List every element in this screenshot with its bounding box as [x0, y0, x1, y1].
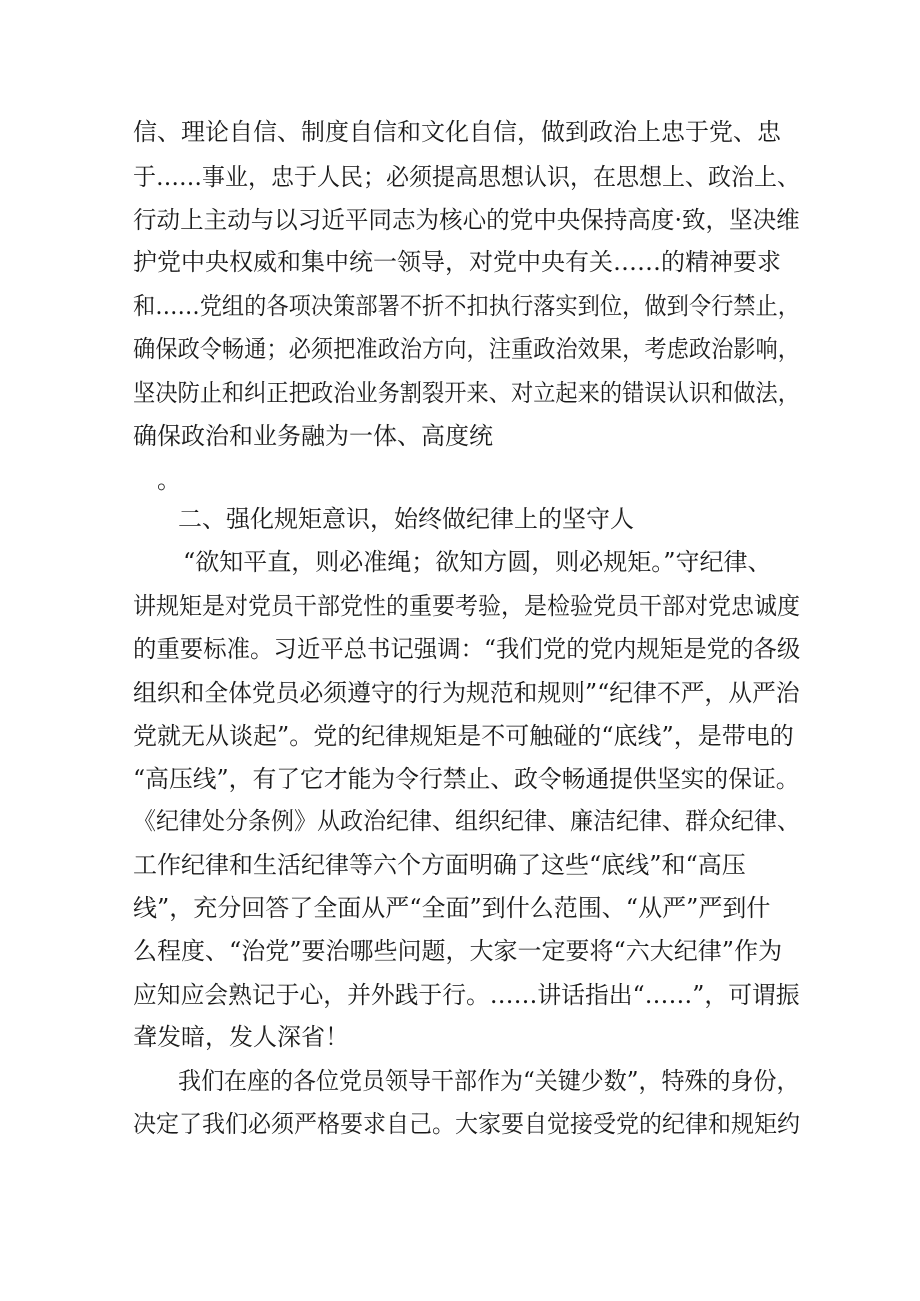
text-line: 聋发暗，发人深省！ [133, 1023, 349, 1051]
text-line: “高压线”，有了它才能为令行禁止、政令畅通提供坚实的保证。 [133, 765, 800, 793]
text-line: 么程度、“治党”要治哪些问题，大家一定要将“六大纪律”作为 [133, 937, 783, 965]
text-line: 党就无从谈起”。党的纪律规矩是不可触碰的“底线”，是带电的 [133, 722, 794, 750]
text-line: 工作纪律和生活纪律等六个方面明确了这些“底线”和“高压 [133, 851, 746, 879]
text-line: “欲知平直，则必准绳；欲知方圆，则必规矩。”守纪律、 [183, 548, 772, 576]
text-line: 我们在座的各位党员领导干部作为“关键少数”，特殊的身份， [178, 1067, 800, 1095]
text-line: 于……事业，忠于人民；必须提高思想认识，在思想上、政治上、 [133, 163, 800, 191]
text-line: 的重要标准。习近平总书记强调：“我们党的党内规矩是党的各级 [133, 635, 801, 663]
text-line: 确保政治和业务融为一体、高度统 [133, 422, 493, 450]
text-line: 讲规矩是对党员干部党性的重要考验，是检验党员干部对党忠诚度 [133, 592, 800, 620]
text-line: 坚决防止和纠正把政治业务割裂开来、对立起来的错误认识和做法， [133, 379, 801, 407]
text-line: 。 [157, 466, 181, 494]
text-line: 信、理论自信、制度自信和文化自信，做到政治上忠于党、忠 [133, 118, 781, 146]
text-line: 行动上主动与以习近平同志为核心的党中央保持高度·致，坚决维 [133, 206, 800, 234]
text-line: 组织和全体党员必须遵守的行为规范和规则”“纪律不严，从严治 [133, 679, 800, 707]
text-line: 确保政令畅通；必须把准政治方向，注重政治效果，考虑政治影响， [133, 335, 801, 363]
text-line: 决定了我们必须严格要求自己。大家要自觉接受党的纪律和规矩约 [133, 1110, 800, 1138]
text-line: 和……党组的各项决策部署不折不扣执行落实到位，做到令行禁止， [133, 292, 801, 320]
text-line: 线”，充分回答了全面从严“全面”到什么范围、“从严”严到什 [133, 894, 771, 922]
text-line: 护党中央权威和集中统一领导，对党中央有关……的精神要求 [133, 248, 781, 276]
section-heading: 二、强化规矩意识，始终做纪律上的坚守人 [178, 505, 634, 533]
text-line: 《纪律处分条例》从政治纪律、组织纪律、廉洁纪律、群众纪律、 [133, 807, 800, 835]
text-line: 应知应会熟记于心，并外践于行。……讲话指出“……”，可谓振 [133, 981, 800, 1009]
